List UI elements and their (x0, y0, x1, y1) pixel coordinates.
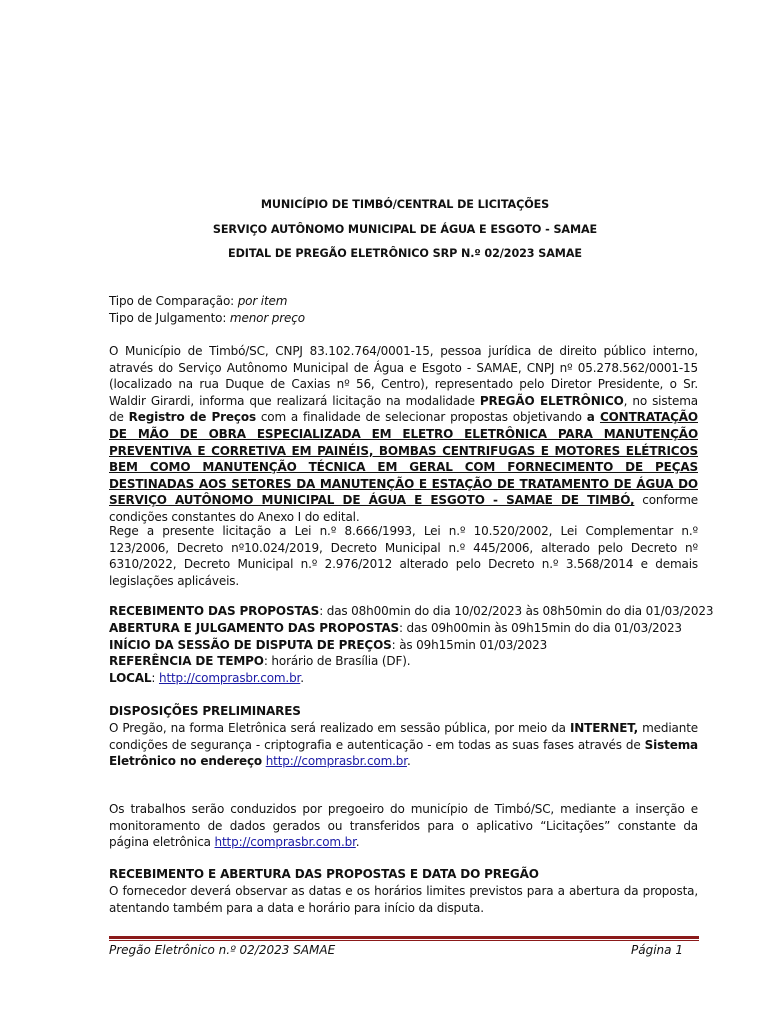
referencia-tempo (109, 653, 410, 670)
recebimento-section-title: RECEBIMENTO E ABERTURA DAS PROPOSTAS E DATA DO PREGÃO (109, 867, 539, 881)
disposicoes-end: . (406, 754, 411, 769)
header-municipio: MUNICÍPIO DE TIMBÓ/CENTRAL DE LICITAÇÕES (260, 198, 550, 211)
footer-rule-thin (109, 940, 699, 941)
inicio-label: INÍCIO DA SESSÃO DE DISPUTA DE PREÇOS (109, 638, 392, 652)
recebimento-label: RECEBIMENTO DAS PROPOSTAS (109, 604, 320, 618)
internet: INTERNET, (569, 721, 639, 735)
disposicoes-link[interactable]: http://comprasbr.com.br (265, 754, 407, 769)
sistema-eletronico: Sistema Eletrônico no endereço (109, 737, 698, 769)
trabalhos-end: . (355, 835, 360, 850)
tipo-comparacao-label: Tipo de Comparação: (109, 294, 238, 308)
tipo-julgamento-value: menor preço (229, 311, 305, 325)
page-number: Página 1 (631, 943, 683, 957)
footer-rule-thick (109, 936, 699, 939)
recebimento-section-text: O fornecedor deverá observar as datas e os horários limites previstos para a abertura da proposta, atentando também para a data e horário para início da disputa. (109, 884, 698, 915)
disposicoes-paragraph (109, 720, 698, 770)
intro-paragraph (109, 343, 698, 526)
objeto-licitacao: CONTRATAÇÃO DE MÃO DE OBRA ESPECIALIZADA EM ELETRO ELETRÔNICA PARA MANUTENÇÃO PREVENTIVA E CORRETIVA EM PAINÉIS, BOMBAS CENTRIFUGAS E MOTORES ELÉTRICOS BEM COMO MANUTENÇÃO TÉCNICA EM GERAL COM FORNECIMENTO DE PEÇAS DESTINADAS AOS SETORES DA MANUTENÇÃO E ESTAÇÃO DE TRATAMENTO DE ÁGUA DO SERVIÇO AUTÔNOMO MUNICIPAL DE ÁGUA E ESGOTO - SAMAE DE TIMBÓ, (109, 410, 698, 508)
intro-text-3: com a finalidade de selecionar propostas objetivando (255, 410, 587, 425)
local-end: . (300, 671, 304, 685)
local-label: LOCAL (109, 671, 152, 685)
header-edital: EDITAL DE PREGÃO ELETRÔNICO SRP N.º 02/2023 SAMAE (228, 247, 582, 260)
intro-text-1: O Município de Timbó/SC, CNPJ 83.102.764/0001-15, pessoa jurídica de direito público interno, através do Serviço Autônomo Municipal de Água e Esgoto - SAMAE, CNPJ nº 05.278.562/0001-15 (localizado na rua Duque de Caxias nº 56, Centro), representado pelo Diretor Presidente, o Sr. Waldir Girardi, informa que realizará licitação na modalidade (109, 344, 698, 408)
tipo-julgamento-label: Tipo de Julgamento: (109, 311, 230, 325)
trabalhos-link[interactable]: http://comprasbr.com.br (214, 835, 356, 850)
registro-precos: Registro de Preços (128, 410, 256, 425)
disposicoes-text-2: mediante condições de segurança - criptografia e autenticação - em todas as suas fases através de (109, 721, 698, 752)
intro-text-2: , no sistema de (109, 393, 698, 425)
tipo-comparacao (109, 293, 287, 310)
trabalhos-text: Os trabalhos serão conduzidos por pregoeiro do município de Timbó/SC, mediante a inserção e monitoramento de dados gerados ou transferidos para o aplicativo “Licitações” constante da página eletrônica (109, 802, 698, 850)
disposicoes-text-1: O Pregão, na forma Eletrônica será realizado em sessão pública, por meio da (109, 721, 570, 735)
data-inicio (109, 637, 547, 654)
inicio-value: : às 09h15min 01/03/2023 (391, 638, 548, 652)
intro-text-4: conforme condições constantes do Anexo I do edital. (109, 493, 699, 524)
local-sep: : (151, 671, 159, 685)
footer-title: Pregão Eletrônico n.º 02/2023 SAMAE (109, 943, 336, 957)
referencia-label: REFERÊNCIA DE TEMPO (109, 654, 264, 668)
tipo-comparacao-value: por item (237, 294, 288, 308)
data-recebimento (109, 603, 713, 620)
header-samae: SERVIÇO AUTÔNOMO MUNICIPAL DE ÁGUA E ESGOTO - SAMAE (212, 223, 598, 236)
abertura-label: ABERTURA E JULGAMENTO DAS PROPOSTAS (109, 621, 399, 635)
trabalhos-paragraph (109, 801, 698, 851)
referencia-value: : horário de Brasília (DF). (263, 654, 411, 668)
tipo-julgamento (109, 310, 305, 327)
disposicoes-title: DISPOSIÇÕES PRELIMINARES (109, 704, 301, 718)
recebimento-value: : das 08h00min do dia 10/02/2023 às 08h50min do dia 01/03/2023 (319, 604, 714, 618)
abertura-value: : das 09h00min às 09h15min do dia 01/03/2023 (398, 621, 682, 635)
rege-paragraph: Rege a presente licitação a Lei n.º 8.666/1993, Lei n.º 10.520/2002, Lei Complementar n.º 123/2006, Decreto nº10.024/2019, Decreto Municipal n.º 445/2006, alterado pelo Decreto nº 6310/2022, Decreto Municipal n.º 2.976/2012 alterado pelo Decreto n.º 3.568/2014 e demais legislações aplicáveis. (109, 524, 698, 588)
data-abertura (109, 620, 682, 637)
local (109, 670, 304, 687)
modalidade: PREGÃO ELETRÔNICO (479, 393, 624, 408)
intro-a: a (586, 410, 600, 425)
local-link[interactable]: http://comprasbr.com.br (158, 671, 301, 685)
